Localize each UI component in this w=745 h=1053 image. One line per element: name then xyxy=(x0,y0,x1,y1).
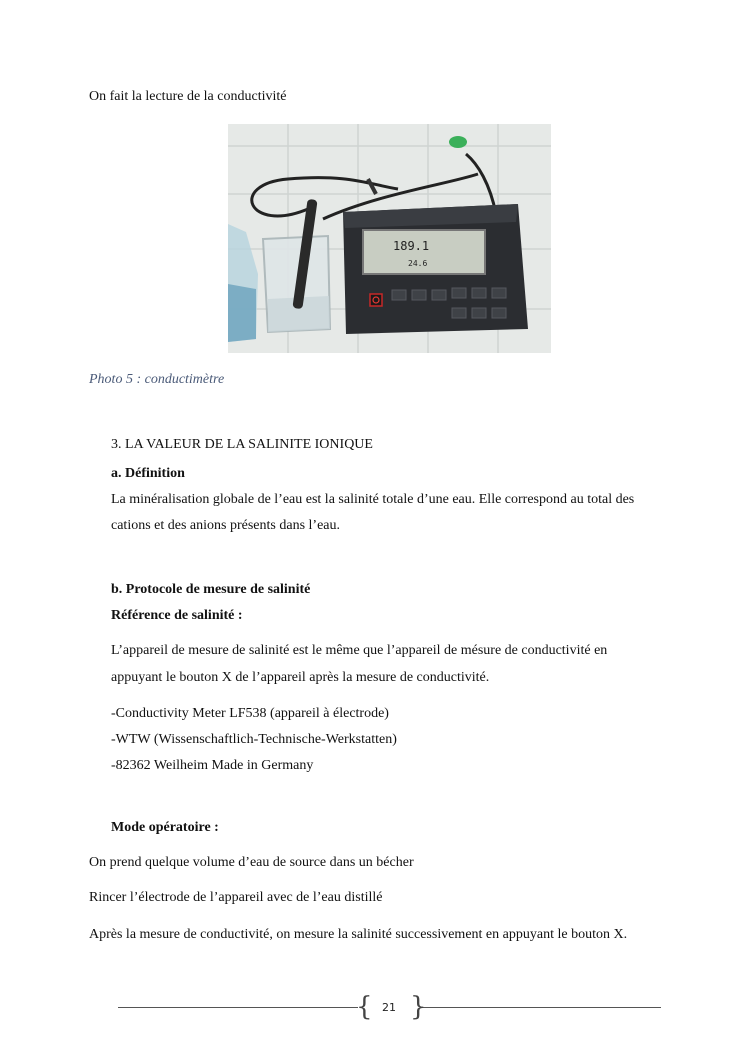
subsection-definition-heading: a. Définition xyxy=(111,466,185,481)
section-heading: 3. LA VALEUR DE LA SALINITE IONIQUE xyxy=(111,437,373,452)
device-list-item: -Conductivity Meter LF538 (appareil à électrode) xyxy=(111,706,389,721)
reference-line-1: L’appareil de mesure de salinité est le même que l’appareil de mésure de conductivité en xyxy=(111,643,608,658)
footer-rule-left xyxy=(118,1007,358,1008)
display-sub-reading: 24.6 xyxy=(408,259,428,268)
reference-line-2: appuyant le bouton X de l’appareil après la mesure de conductivité. xyxy=(111,670,490,685)
footer-brace-left: { xyxy=(356,992,373,1022)
procedure-heading: Mode opératoire : xyxy=(111,820,219,835)
display-main-reading: 189.1 xyxy=(393,239,430,253)
photo-caption: Photo 5 : conductimètre xyxy=(89,372,225,387)
definition-line-1: La minéralisation globale de l’eau est la salinité totale d’une eau. Elle correspond au total des xyxy=(111,492,635,507)
footer-brace-right: } xyxy=(410,992,427,1022)
subsection-protocol-heading: b. Protocole de mesure de salinité xyxy=(111,582,311,597)
footer-rule-right xyxy=(420,1007,661,1008)
device-list-item: -WTW (Wissenschaftlich-Technische-Werkstatten) xyxy=(111,732,397,747)
page-number: 21 xyxy=(382,1001,396,1014)
device-list-item: -82362 Weilheim Made in Germany xyxy=(111,758,314,773)
reference-heading: Référence de salinité : xyxy=(111,608,243,623)
definition-line-2: cations et des anions présents dans l’eau. xyxy=(111,518,340,533)
procedure-step: On prend quelque volume d’eau de source dans un bécher xyxy=(89,855,414,870)
intro-text: On fait la lecture de la conductivité xyxy=(89,89,287,104)
procedure-step: Après la mesure de conductivité, on mesure la salinité successivement en appuyant le bouton X. xyxy=(89,927,628,942)
conductimeter-photo xyxy=(228,124,551,353)
procedure-step: Rincer l’électrode de l’appareil avec de l’eau distillé xyxy=(89,890,383,905)
